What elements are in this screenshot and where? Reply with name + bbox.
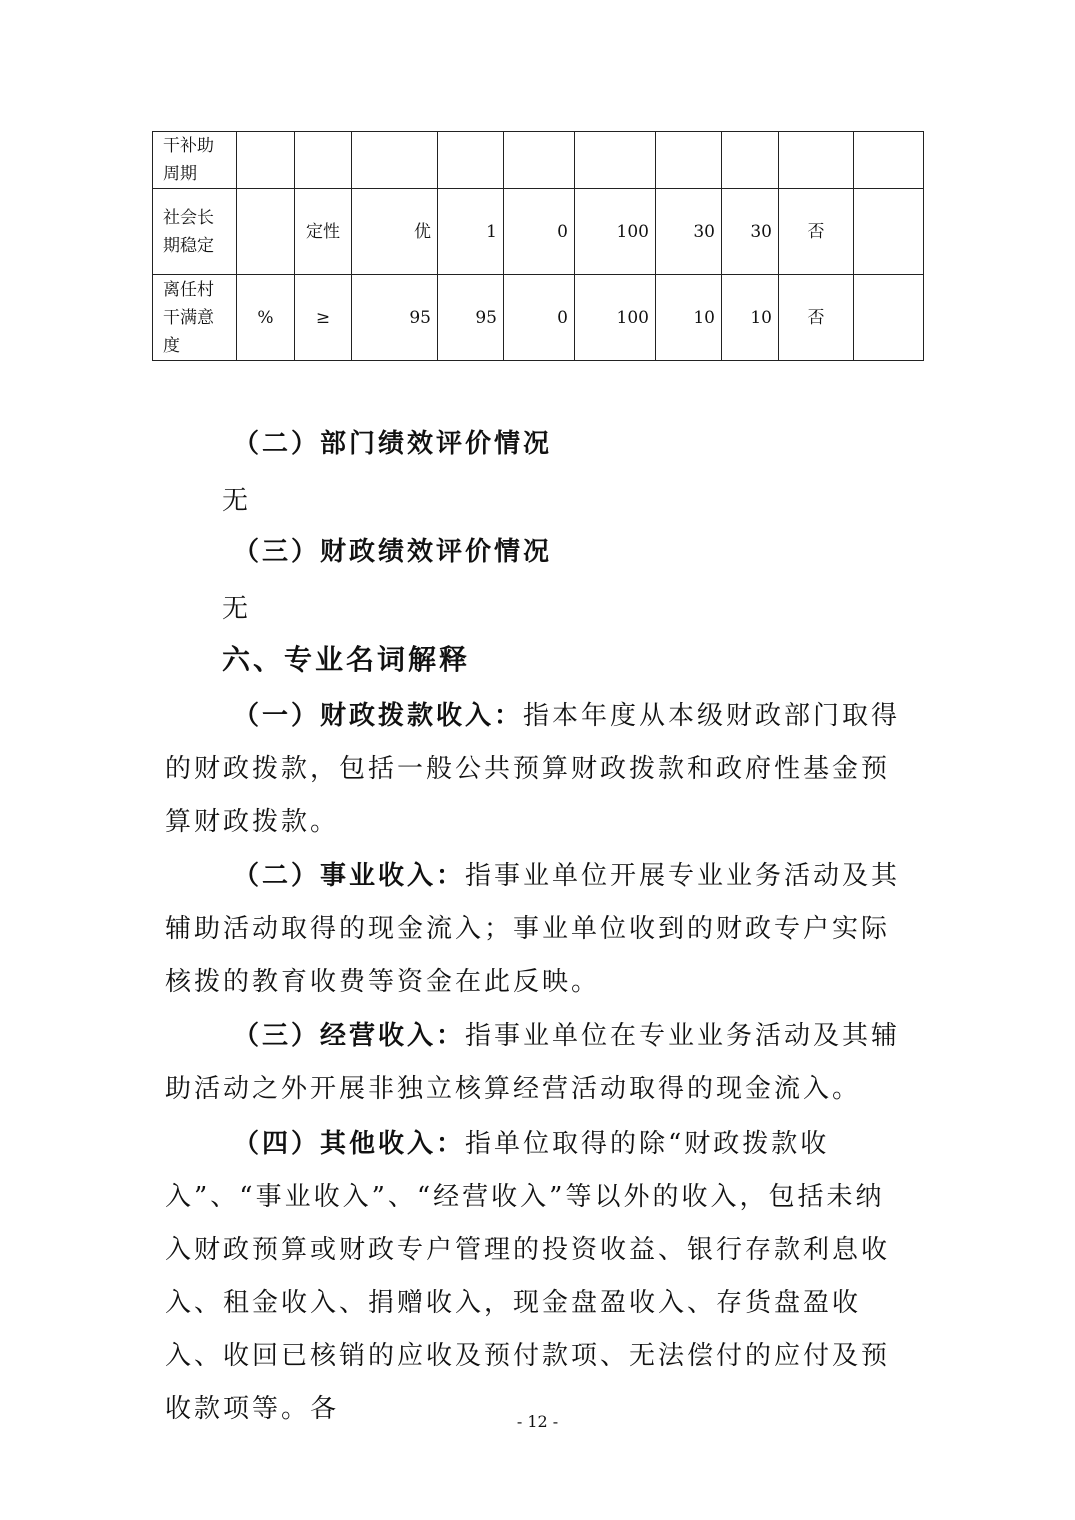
- completion-rate: 100: [575, 189, 656, 275]
- deviation-value: 0: [504, 275, 575, 361]
- term-definition: 指单位取得的除“财政拨款收入”、“事业收入”、“经营收入”等以外的收入，包括未纳入财政预算或财政专户管理的投资收益、银行存款利息收入、租金收入、捐赠收入，现金盘盈收入、存货盘盈收入、收回已核销的应收及预付款项、无法偿付的应付及预收款项等。各: [165, 1129, 891, 1424]
- actual-value: 95: [438, 275, 504, 361]
- term-label: （二）事业收入：: [233, 861, 466, 891]
- fiscal-eval-text: 无: [222, 594, 249, 624]
- actual-value: 1: [438, 189, 504, 275]
- term-definition: 指本年度从本级财政部门取得的财政拨款，包括一般公共预算财政拨款和政府性基金预算财政拨款。: [165, 701, 901, 837]
- fiscal-eval-heading: （三）财政绩效评价情况: [233, 537, 553, 567]
- indicator-name: 离任村干满意度: [153, 275, 237, 361]
- term-paragraph: [165, 690, 910, 849]
- term-definition: 指事业单位在专业业务活动及其辅助活动之外开展非独立核算经营活动取得的现金流入。: [165, 1021, 901, 1104]
- indicator-name: 干补助周期: [153, 132, 237, 189]
- term-label: （四）其他收入：: [233, 1129, 466, 1159]
- indicator-name: 社会长期稳定: [153, 189, 237, 275]
- term-label: （三）经营收入：: [233, 1021, 466, 1051]
- target-value: 优: [352, 189, 438, 275]
- dept-eval-text: 无: [222, 486, 249, 516]
- dept-eval-heading: （二）部门绩效评价情况: [233, 429, 553, 459]
- table-row: [153, 132, 924, 189]
- deviation-flag: 否: [779, 275, 854, 361]
- term-paragraph: [165, 1010, 910, 1116]
- actual-score: 30: [722, 189, 779, 275]
- target-value: 95: [352, 275, 438, 361]
- page-number: - 12 -: [516, 1412, 559, 1431]
- table-row: [153, 275, 924, 361]
- indicator-nature: ≥: [295, 275, 352, 361]
- terms-heading: 六、专业名词解释: [222, 643, 471, 676]
- term-paragraph: [165, 1118, 910, 1436]
- weight-score: 10: [656, 275, 722, 361]
- weight-score: 30: [656, 189, 722, 275]
- table-row: [153, 189, 924, 275]
- performance-table: [152, 131, 924, 361]
- deviation-value: 0: [504, 189, 575, 275]
- term-label: （一）财政拨款收入：: [233, 701, 524, 731]
- completion-rate: 100: [575, 275, 656, 361]
- term-paragraph: [165, 850, 910, 1009]
- deviation-flag: 否: [779, 189, 854, 275]
- term-definition: 指事业单位开展专业业务活动及其辅助活动取得的现金流入；事业单位收到的财政专户实际核拨的教育收费等资金在此反映。: [165, 861, 901, 997]
- unit: %: [237, 275, 295, 361]
- actual-score: 10: [722, 275, 779, 361]
- indicator-nature: 定性: [295, 189, 352, 275]
